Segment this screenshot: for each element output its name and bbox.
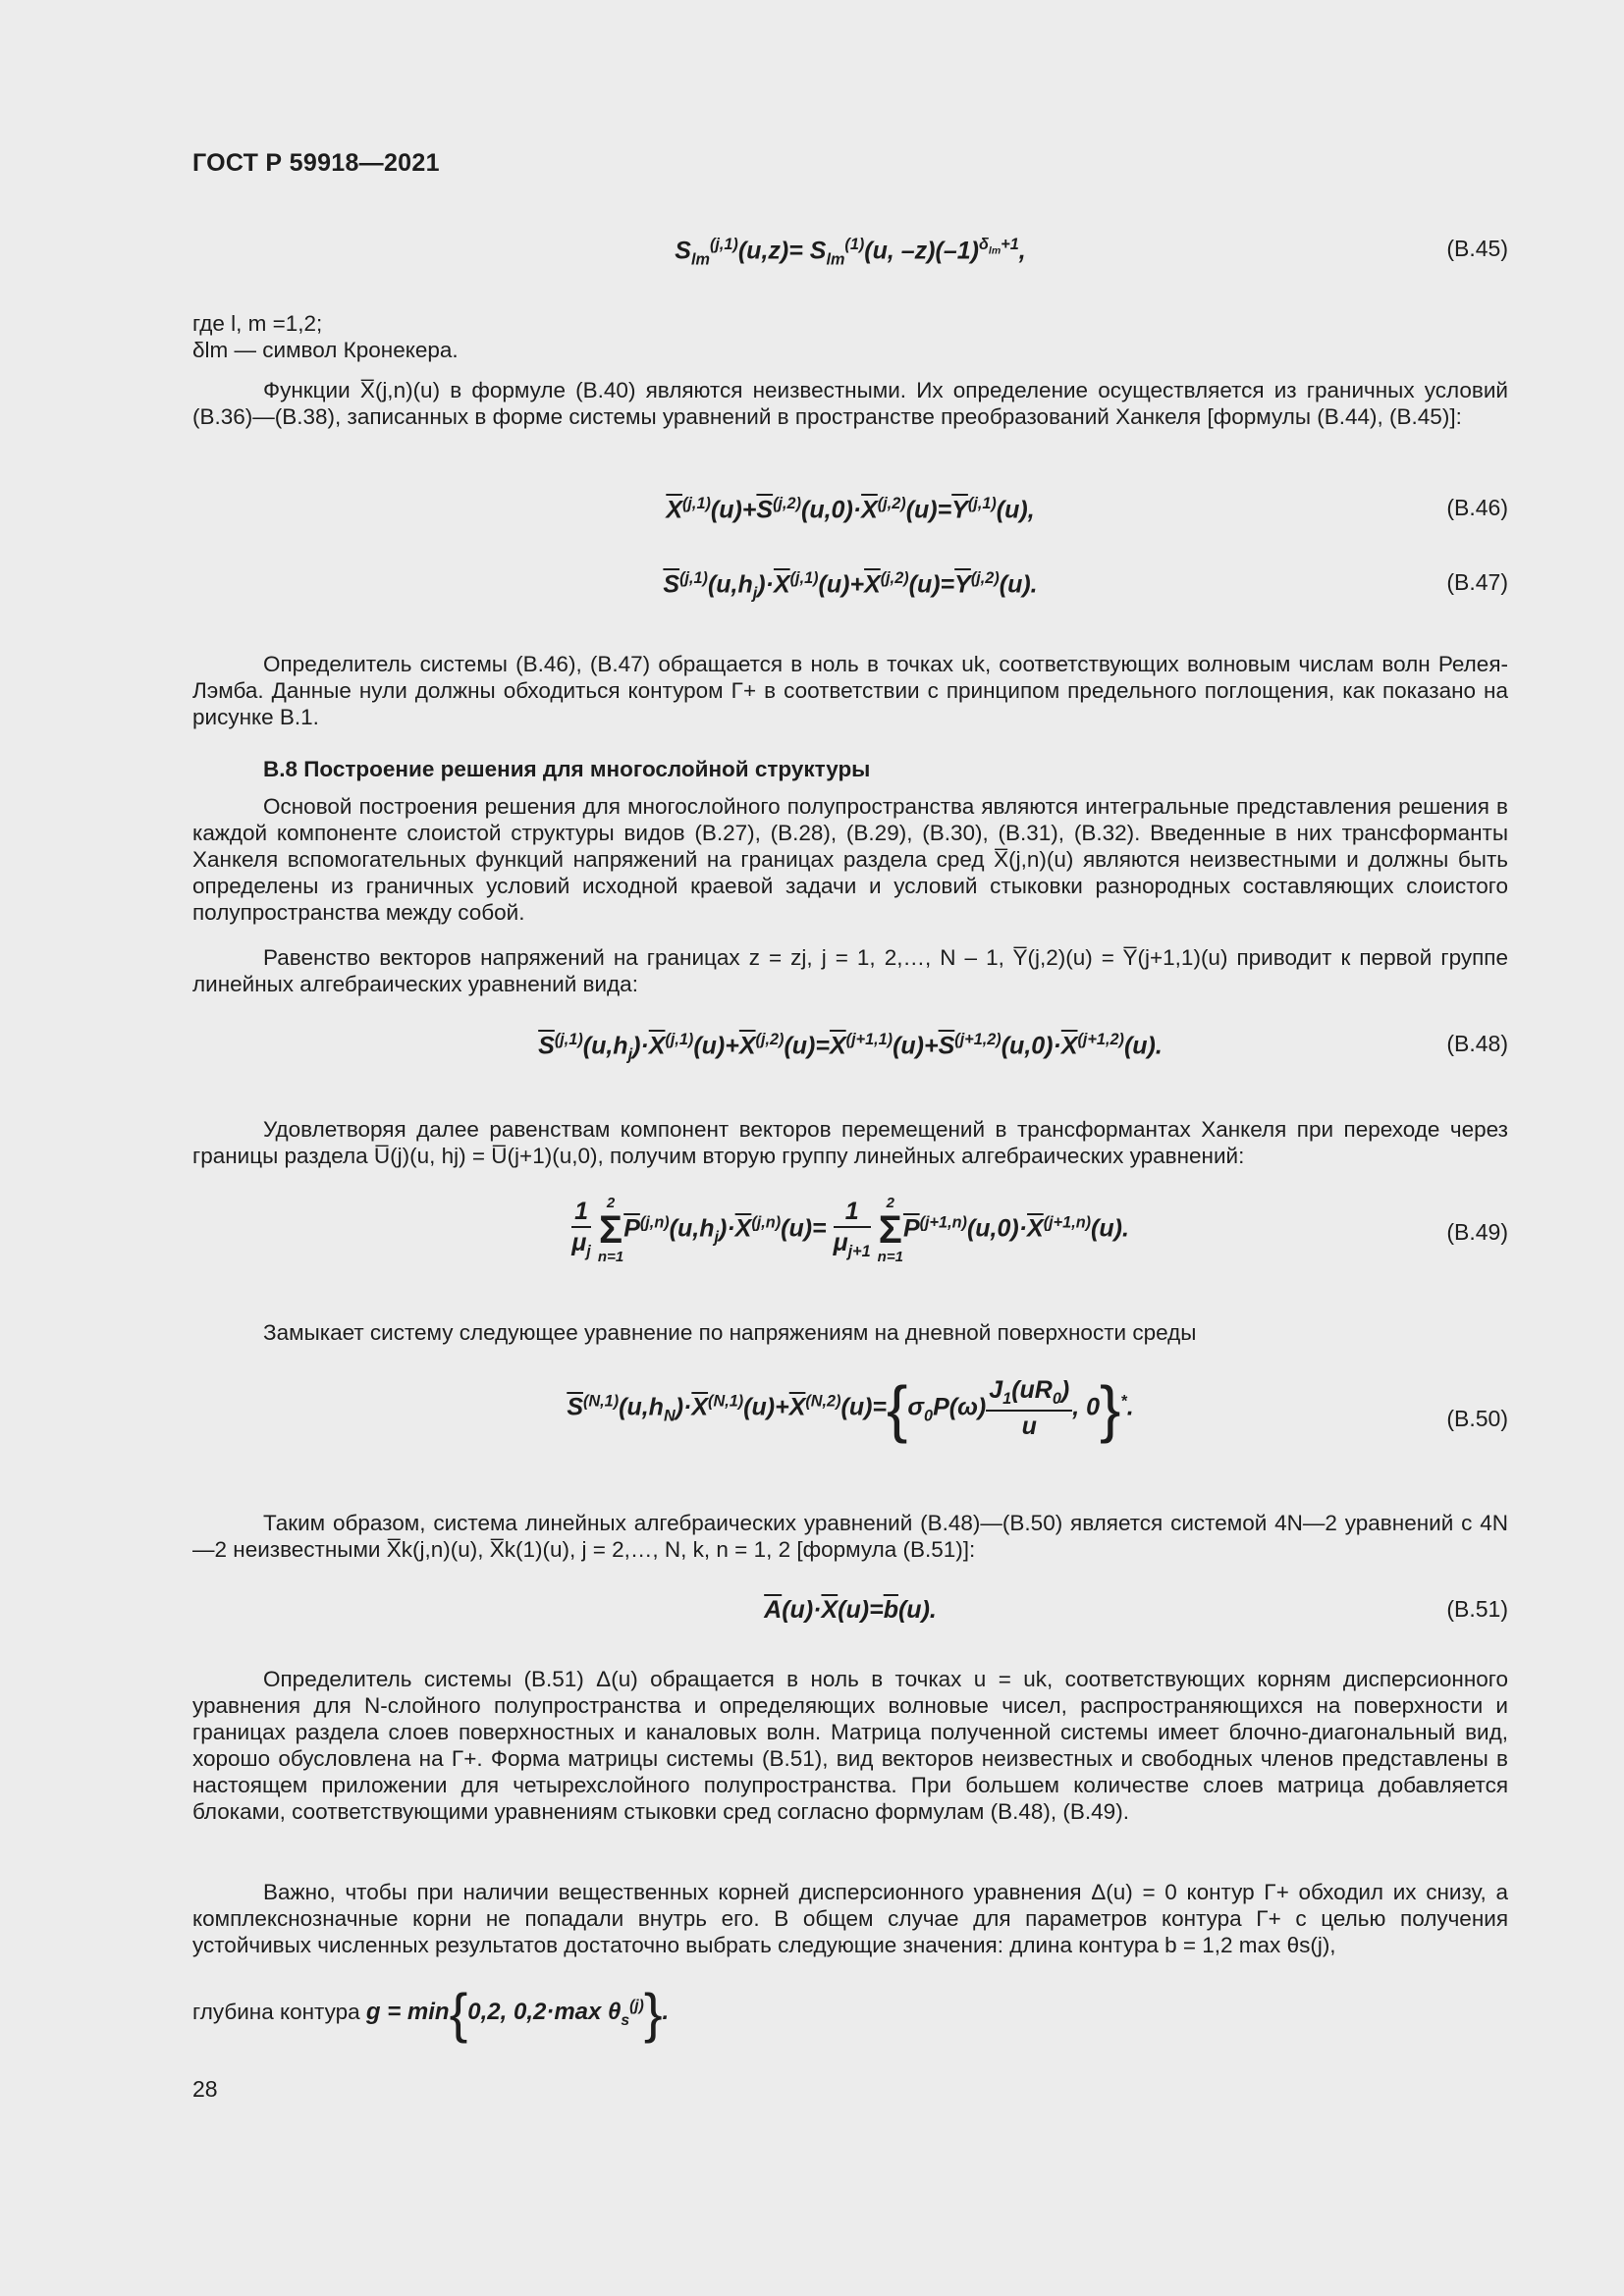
paragraph-unknowns: Функции X̅(j,n)(u) в формуле (В.40) являются неизвестными. Их определение осуществляется из граничных условий (В.36)—(В.38), записанных в форме системы уравнений в пространстве преобразований Ханкеля [формулы (В.44), (В.45)]: (192, 378, 1508, 429)
paragraph-basis: Основой построения решения для многослойного полупространства являются интегральные представления решения в каждой компоненте слоистой структуры видов (В.27), (В.28), (В.29), (В.30), (В.31), (В.32). Введенные в них трансформанты Ханкеля вспомогательных функций напряжений на границах раздела сред X̅(j,n)(u) являются неизвестными и должны быть определены из граничных условий исходной краевой задачи и условий стыковки разнородных составляющих слоистого полупространства между собой. (192, 794, 1508, 925)
formula-b49 (192, 1196, 1508, 1284)
formula-b47 (192, 569, 1508, 609)
formula-b47-expression: $\overline{S}^{(j,1)}(u,h_j)\cdot\overline{X}^{(j,1)}(u)+\overline{X}^{(j,2)}(u)=\overline{Y}^{(j,2)}(u)$. (663, 569, 1038, 603)
formula-number: (В.48) (1446, 1031, 1508, 1056)
kronecker-definition: δlm — символ Кронекера. (192, 338, 459, 362)
formula-b50-expression: $\overline{S}^{(N,1)}(u,h_N)\cdot\overline{X}^{(N,1)}(u)+\overline{X}^{(N,2)}(u)=\{\sigma_0P(\omega)$ $\frac{J_1(uR_0)}{u}$ , 0}*. (567, 1373, 1134, 1444)
document-header: ГОСТ Р 59918—2021 (192, 149, 440, 177)
formula-number: (В.49) (1446, 1219, 1508, 1245)
contour-depth-line (192, 1982, 1508, 2045)
formula-b51 (192, 1596, 1508, 1635)
formula-b45 (192, 236, 1508, 275)
depth-label: глубина контура (192, 2000, 360, 2024)
formula-number: (В.50) (1446, 1406, 1508, 1431)
formula-number: (В.47) (1446, 569, 1508, 595)
formula-b48 (192, 1031, 1508, 1070)
formula-b50 (192, 1372, 1508, 1470)
paragraph-displacements: Удовлетворяя далее равенствам компонент векторов перемещений в трансформантах Ханкеля при переходе через границы раздела U̅(j)(u, hj) = U̅(j+1)(u,0), получим вторую группу линейных алгебраических уравнений: (192, 1117, 1508, 1168)
paragraph-equality: Равенство векторов напряжений на границах z = zj, j = 1, 2,…, N – 1, Y̅(j,2)(u) = Y̅(j+1,1)(u) приводит к первой группе линейных алгебраических уравнений вида: (192, 945, 1508, 996)
formula-b45-expression: $S_{lm}^{(j,1)}(u,z)= S_{lm}^{(1)}(u$, $-z)(-1)^{\delta_{lm}+1}$, (675, 236, 1026, 269)
formula-b49-expression: $\frac{1}{\mu_j}$ 2 Σ n=1 $\overline{P}^{(j,n)}(u,h_j)\cdot\overline{X}^{(j,n)}(u)=$ $\frac{1}{\mu_{j+1}}$ 2 Σ n=1 $\overline{P}^{(j+1,n)}(u,0)\cdot\overline{X}^{(j+1,n)}(u)$. (571, 1195, 1129, 1265)
section-heading-b8: В.8 Построение решения для многослойной структуры (263, 757, 871, 781)
paragraph-dispersion: Определитель системы (В.51) Δ(u) обращается в ноль в точках u = uk, соответствующих корням дисперсионного уравнения для N-слойного полупространства и определяющих волновые чисел, распространяющихся на поверхности и границах раздела слоев поверхностных и каналовых волн. Матрица полученной системы имеет блочно-диагональный вид, хорошо обусловлена на Γ+. Форма матрицы системы (В.51), вид векторов неизвестных и свободных членов представлены в настоящем приложении для четырехслойного полупространства. При большем количестве слоев матрица добавляется блоками, соответствующими уравнениям стыковки сред согласно формулам (В.48), (В.49). (192, 1667, 1508, 1824)
paragraph-closes: Замыкает систему следующее уравнение по напряжениям на дневной поверхности среды (263, 1320, 1197, 1345)
formula-number: (В.46) (1446, 495, 1508, 520)
paragraph-determinant: Определитель системы (В.46), (В.47) обращается в ноль в точках uk, соответствующих волновым числам волн Релея-Лэмба. Данные нули должны обходиться контуром Γ+ в соответствии с принципом предельного поглощения, как показано на рисунке В.1. (192, 652, 1508, 729)
formula-b51-expression: $\overline{A}(u)\cdot\overline{X}(u)=\overline{b}(u)$. (764, 1596, 937, 1624)
depth-formula: g = min{0,2, 0,2·max $\theta_s^{(j)}$}. (365, 1982, 670, 2045)
page-number: 28 (192, 2076, 218, 2102)
formula-number: (В.51) (1446, 1596, 1508, 1622)
paragraph-important: Важно, чтобы при наличии вещественных корней дисперсионного уравнения Δ(u) = 0 контур Γ+ обходил их снизу, а комплекснозначные корни не попадали внутрь его. В общем случае для параметров контура Γ+ с целью получения устойчивых численных результатов достаточно выбрать следующие значения: длина контура b = 1,2 max θs(j), (192, 1880, 1508, 1957)
formula-b46 (192, 495, 1508, 534)
formula-b46-expression: $\overline{X}^{(j,1)}(u)+\overline{S}^{(j,2)}(u,0)\cdot\overline{X}^{(j,2)}(u)=\overline{Y}^{(j,1)}(u)$, (666, 495, 1035, 524)
where-lm: где l, m =1,2; (192, 311, 323, 336)
paragraph-thus: Таким образом, система линейных алгебраических уравнений (В.48)—(В.50) является системой 4N—2 уравнений с 4N—2 неизвестными X̅k(j,n)(u), X̅k(1)(u), j = 2,…, N, k, n = 1, 2 [формула (В.51)]: (192, 1511, 1508, 1562)
formula-number: (В.45) (1446, 236, 1508, 261)
formula-b48-expression: $\overline{S}^{(j,1)}(u,h_j)\cdot\overline{X}^{(j,1)}(u)+\overline{X}^{(j,2)}(u)=\overline{X}^{(j+1,1)}(u)+\overline{S}^{(j+1,2)}(u,0)\cdot\overline{X}^{(j+1,2)}(u)$. (538, 1031, 1163, 1064)
